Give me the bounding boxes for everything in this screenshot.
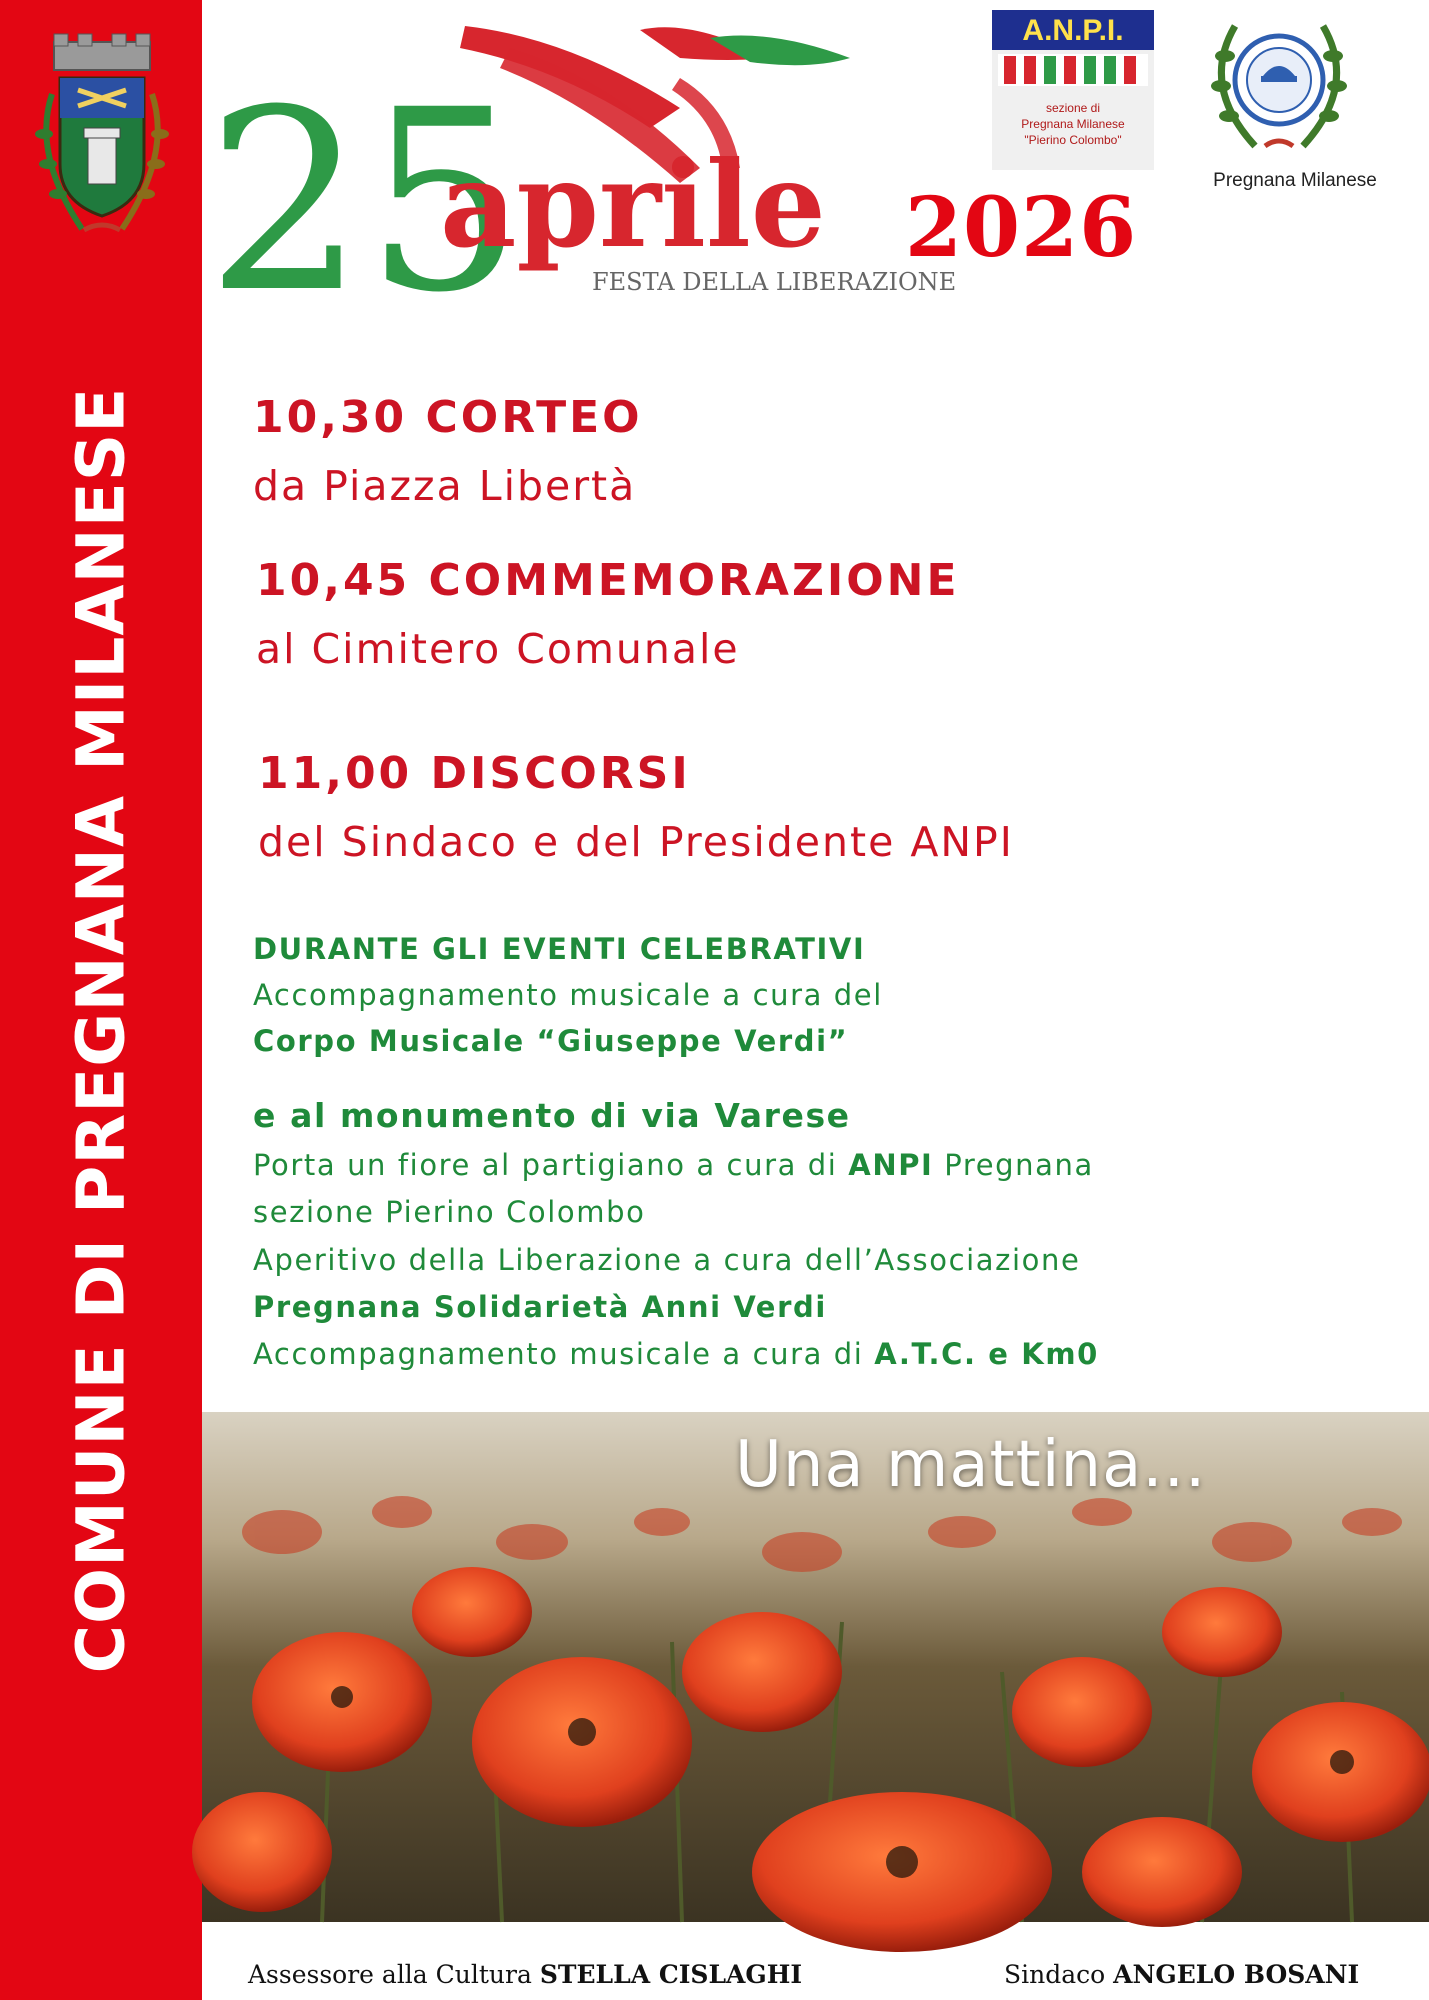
program-item-3-title: 11,00 DISCORSI xyxy=(258,748,691,799)
events-line-5: Aperitivo della Liberazione a cura dell’Associazione xyxy=(253,1243,1081,1277)
sidebar-vertical-title: COMUNE DI PREGNANA MILANESE xyxy=(62,386,140,1674)
tricolor-flag-icon xyxy=(998,54,1148,86)
events-line-7: Accompagnamento musicale a cura di A.T.C. e Km0 xyxy=(253,1337,1099,1371)
anpi-line-3: "Pierino Colombo" xyxy=(1024,133,1122,147)
program-item-2-title: 10,45 COMMEMORAZIONE xyxy=(256,555,960,606)
logo-word: aprile xyxy=(440,135,826,274)
events-heading: DURANTE GLI EVENTI CELEBRATIVI xyxy=(253,932,866,966)
year: 2026 xyxy=(905,180,1138,276)
emblem-caption: Pregnana Milanese xyxy=(1213,170,1377,191)
footer-sindaco: Sindaco ANGELO BOSANI xyxy=(1004,1960,1360,1989)
anpi-name: A.N.P.I. xyxy=(992,10,1154,50)
events-heading-2: e al monumento di via Varese xyxy=(253,1096,851,1135)
anpi-line-1: sezione di xyxy=(1045,101,1101,115)
events-line-2: Corpo Musicale “Giuseppe Verdi” xyxy=(253,1024,849,1058)
logo-subtitle: FESTA DELLA LIBERAZIONE xyxy=(592,268,957,296)
logo-number: 25 xyxy=(206,56,525,347)
program-item-1-title: 10,30 CORTEO xyxy=(253,392,643,443)
associazione-combattenti-emblem-icon xyxy=(1205,6,1353,166)
sidebar xyxy=(0,0,202,2000)
events-line-3: Porta un fiore al partigiano a cura di ANPI Pregnana xyxy=(253,1148,1094,1182)
events-line-4: sezione Pierino Colombo xyxy=(253,1195,646,1229)
festa-liberazione-logo xyxy=(206,18,957,347)
program-item-3-subtitle: del Sindaco e del Presidente ANPI xyxy=(258,818,1014,866)
program-item-2-subtitle: al Cimitero Comunale xyxy=(256,625,740,673)
anpi-logo xyxy=(992,10,1154,170)
events-line-1: Accompagnamento musicale a cura del xyxy=(253,978,883,1012)
anpi-line-2: Pregnana Milanese xyxy=(1021,117,1125,131)
footer-assessore: Assessore alla Cultura STELLA CISLAGHI xyxy=(248,1960,803,1989)
photo-caption: Una mattina... xyxy=(735,1428,1207,1502)
program-item-1-subtitle: da Piazza Libertà xyxy=(253,462,637,510)
events-line-6: Pregnana Solidarietà Anni Verdi xyxy=(253,1290,827,1324)
municipal-crest-icon xyxy=(22,34,182,244)
anpi-section-text xyxy=(992,100,1154,148)
